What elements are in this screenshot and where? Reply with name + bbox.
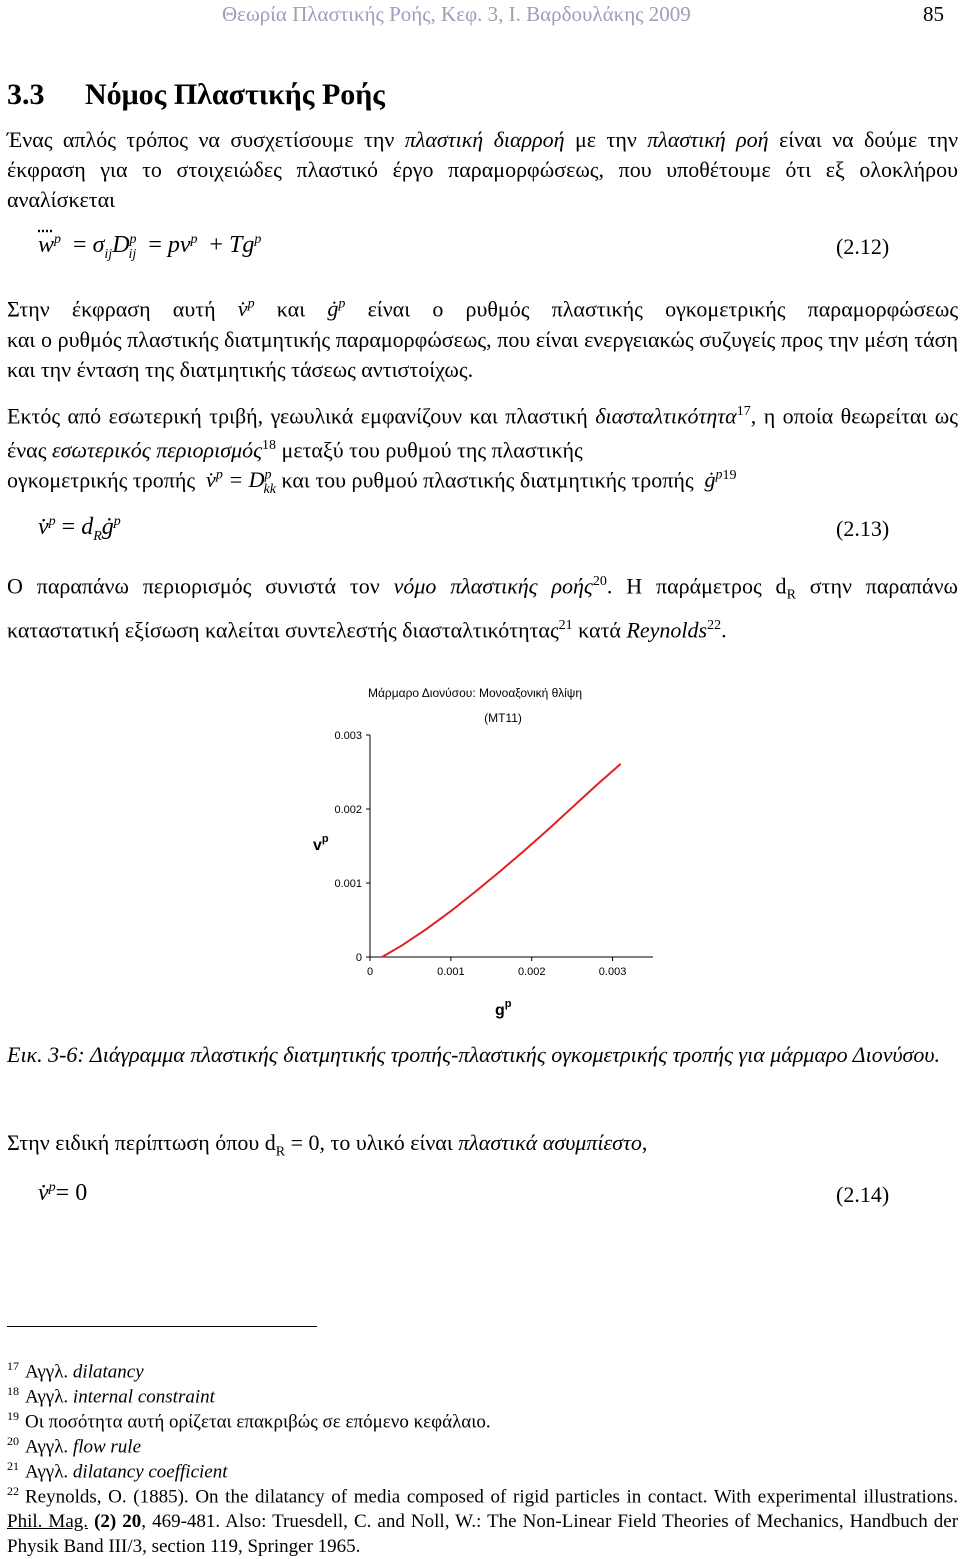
math-sup: p bbox=[48, 1180, 56, 1195]
equation-number: (2.13) bbox=[836, 516, 890, 541]
text-run: , 469-481. Also: Truesdell, C. and Noll, W.: The Non-Linear Field Theories of Mechanics, Handbuch der Physik Band III/3, section 119, Springer 1965. bbox=[7, 1511, 959, 1558]
x-tick-label: 0.001 bbox=[437, 966, 465, 978]
chart-svg bbox=[275, 680, 675, 1025]
x-tick-label: 0.002 bbox=[517, 966, 546, 978]
text-run: και bbox=[276, 296, 306, 322]
footnote-number: 22 bbox=[7, 1484, 19, 1498]
term-plastic-yield: πλαστική διαρροή bbox=[404, 127, 565, 152]
footnote-number: 21 bbox=[7, 1459, 19, 1473]
math-sup: p bbox=[338, 297, 346, 312]
math-D: D bbox=[112, 232, 130, 258]
chart-title: Μάρμαρο Διονύσου: Μονοαξονική θλίψη bbox=[367, 686, 583, 700]
text-run: Ο παραπάνω περιορισμός συνιστά τον bbox=[7, 573, 394, 599]
text-run: Στην ειδική περίπτωση όπου d bbox=[7, 1130, 276, 1155]
equation-2-12: $w^p = \sigma_{ij}D^p_{ij} = pv^p + Tg^p$ bbox=[38, 232, 262, 262]
text-run: ογκομετρικής τροπής bbox=[7, 467, 196, 493]
journal-name: Phil. Mag. bbox=[7, 1511, 89, 1533]
footnote-ref: 22 bbox=[707, 617, 722, 633]
math-sub: ij bbox=[128, 246, 137, 262]
footnote-number: 19 bbox=[7, 1409, 19, 1423]
equation-number: (2.14) bbox=[836, 1182, 890, 1207]
text-run: 20 bbox=[122, 1511, 142, 1533]
page-number: 85 bbox=[923, 2, 944, 26]
math-sigma: σ bbox=[92, 232, 105, 258]
text-run: Reynolds, O. (1885). On the dilatancy of media composed of rigid particles in contact. With experimental illustrations. bbox=[25, 1486, 958, 1508]
footnote-22 bbox=[7, 1479, 958, 1559]
math-g-dot: $ġ^p$ bbox=[699, 467, 723, 493]
y-tick-label: 0.003 bbox=[334, 730, 362, 742]
term-plastic-flow: πλαστική ροή bbox=[647, 127, 769, 152]
text-run: dilatancy coefficient bbox=[72, 1461, 228, 1483]
section-heading bbox=[7, 78, 385, 112]
text-run: Ένας απλός τρόπος να συσχετίσουμε την bbox=[7, 127, 405, 152]
term-dilatancy: διασταλτικότητα bbox=[595, 403, 737, 429]
paragraph-dilatancy-line3 bbox=[7, 461, 958, 505]
footnote-separator bbox=[7, 1326, 317, 1327]
math-sup: p bbox=[264, 468, 272, 483]
text-run: Αγγλ. bbox=[25, 1436, 73, 1458]
paragraph-rates-rest: και ο ρυθμός πλαστικής διατμητικής παραμορφώσεως, που είναι ενεργειακώς συζυγείς προς την μέση τάση και την ένταση της διατμητικής τάσεως αντιστοίχως. bbox=[7, 327, 958, 382]
math-T: T bbox=[229, 232, 243, 258]
paragraph-dilatancy bbox=[7, 397, 958, 466]
footnote-ref: 21 bbox=[558, 617, 573, 633]
text-run: Αγγλ. bbox=[25, 1386, 73, 1408]
caption-label: Εικ. 3-6: bbox=[7, 1042, 85, 1067]
math-sup: p bbox=[715, 468, 723, 483]
footnote-number: 20 bbox=[7, 1434, 19, 1448]
math-sup: p bbox=[247, 297, 255, 312]
math-g-dot: $ġ^p$ bbox=[327, 296, 346, 322]
footnote-number: 17 bbox=[7, 1359, 19, 1373]
math-rhs: = 0 bbox=[55, 1180, 88, 1206]
text-run: στην παραπάνω καταστατική εξίσωση καλείται συντελεστής διασταλτικότητας bbox=[7, 573, 958, 643]
text-run: . bbox=[721, 617, 727, 643]
y-tick-label: 0 bbox=[355, 952, 362, 964]
term-reynolds: Reynolds bbox=[626, 617, 708, 643]
text-run: dilatancy bbox=[72, 1361, 144, 1383]
math-p: p bbox=[167, 232, 180, 258]
paragraph-flow-rule bbox=[7, 567, 958, 645]
y-tick-label: 0.002 bbox=[334, 804, 362, 816]
x-axis-label: $g^p$ bbox=[495, 998, 512, 1019]
text-run: , bbox=[641, 1130, 648, 1155]
term-flow-rule: νόμο πλαστικής ροής bbox=[393, 573, 593, 599]
equation-2-14: v̇$^p$= 0 bbox=[38, 1180, 88, 1206]
math-sub: kk bbox=[263, 481, 276, 497]
text-run: Αγγλ. bbox=[25, 1361, 73, 1383]
math-v-dot: v bbox=[179, 232, 191, 258]
paragraph-intro bbox=[7, 125, 958, 215]
text-run: . Η παράμετρος d bbox=[606, 573, 787, 599]
figure-chart bbox=[275, 680, 675, 1025]
text-run: Οι ποσότητα αυτή ορίζεται επακριβώς σε επόμενο κεφάλαιο. bbox=[25, 1411, 491, 1433]
term-internal-constraint: εσωτερικός περιορισμός bbox=[51, 437, 263, 463]
equation-2-13: v̇$^p$ = $d_Rġ^p$ bbox=[38, 514, 121, 544]
text-run: μεταξύ του ρυθμού της πλαστικής bbox=[276, 437, 583, 463]
math-sub: R bbox=[93, 528, 102, 544]
text-run: = 0 bbox=[285, 1130, 320, 1155]
figure-caption bbox=[7, 1040, 958, 1070]
section-title: Νόμος Πλαστικής Ροής bbox=[85, 78, 385, 111]
footnote-ref: 18 bbox=[262, 438, 277, 454]
math-g-dot: g bbox=[242, 232, 255, 258]
text-run: , το υλικό είναι bbox=[319, 1130, 459, 1155]
x-tick-label: 0 bbox=[366, 966, 374, 978]
math-sup: p bbox=[190, 232, 198, 247]
footnote-ref: 20 bbox=[592, 574, 607, 589]
math-w-dot: w bbox=[38, 232, 55, 258]
text-run: και του ρυθμού πλαστικής διατμητικής τροπής bbox=[281, 467, 694, 493]
text-run: είναι να δούμε την έκφραση για το στοιχειώδες πλαστικό έργο παραμορφώσεως, που υποθέτουμε ότι εξ ολοκλήρου αναλίσκεται bbox=[7, 127, 959, 212]
footnote-ref: 19 bbox=[722, 468, 737, 483]
chart-subtitle: (MT11) bbox=[484, 711, 522, 725]
paragraph-incompressible bbox=[7, 1128, 958, 1167]
text-run: Αγγλ. bbox=[25, 1461, 73, 1483]
math-v-dot: v̇$^p$ = $D^p_{kk}$ bbox=[200, 467, 276, 497]
text-run: είναι ο ρυθμός πλαστικής ογκομετρικής παραμορφώσεως bbox=[367, 296, 959, 322]
math-d: d bbox=[81, 514, 94, 540]
math-sup: p bbox=[54, 232, 62, 247]
text-run: internal constraint bbox=[72, 1386, 215, 1408]
math-sub: R bbox=[275, 1144, 286, 1160]
math-sup: p bbox=[48, 514, 56, 529]
y-tick-label: 0.001 bbox=[334, 878, 362, 890]
math-sup: p bbox=[215, 468, 223, 483]
section-number: 3.3 bbox=[7, 78, 45, 111]
equation-number: (2.12) bbox=[836, 234, 890, 259]
caption-text: Διάγραμμα πλαστικής διατμητικής τροπής-πλαστικής ογκομετρικής τροπής για μάρμαρο Διονύσου. bbox=[89, 1042, 941, 1067]
text-run: (2) bbox=[94, 1511, 117, 1533]
term-incompressible: πλαστικά ασυμπίεστο bbox=[458, 1130, 642, 1155]
math-sup: p bbox=[254, 232, 262, 247]
text-run: , η οποία θεωρείται ως ένας bbox=[7, 403, 959, 463]
footnote-number: 18 bbox=[7, 1384, 19, 1398]
math-v-dot: v̇$^p$ bbox=[237, 296, 255, 322]
math-sup: p bbox=[129, 232, 137, 247]
y-axis-label: $v^p$ bbox=[313, 833, 329, 854]
text-run: Στην έκφραση αυτή bbox=[7, 296, 216, 322]
x-tick-label: 0.003 bbox=[598, 966, 627, 978]
text-run: κατά bbox=[572, 617, 621, 643]
math-sub: ij bbox=[104, 246, 113, 262]
text-run: με την bbox=[564, 127, 648, 152]
math-sup: p bbox=[113, 514, 121, 529]
page-header bbox=[0, 0, 960, 28]
running-title: Θεωρία Πλαστικής Ροής, Κεφ. 3, Ι. Βαρδουλάκης 2009 bbox=[222, 2, 691, 26]
footnote-ref: 17 bbox=[736, 404, 751, 419]
paragraph-rates-line1 bbox=[7, 290, 958, 324]
math-sub: R bbox=[786, 587, 796, 603]
text-run: flow rule bbox=[72, 1436, 142, 1458]
text-run: Εκτός από εσωτερική τριβή, γεωυλικά εμφανίζουν και πλαστική bbox=[7, 403, 596, 429]
